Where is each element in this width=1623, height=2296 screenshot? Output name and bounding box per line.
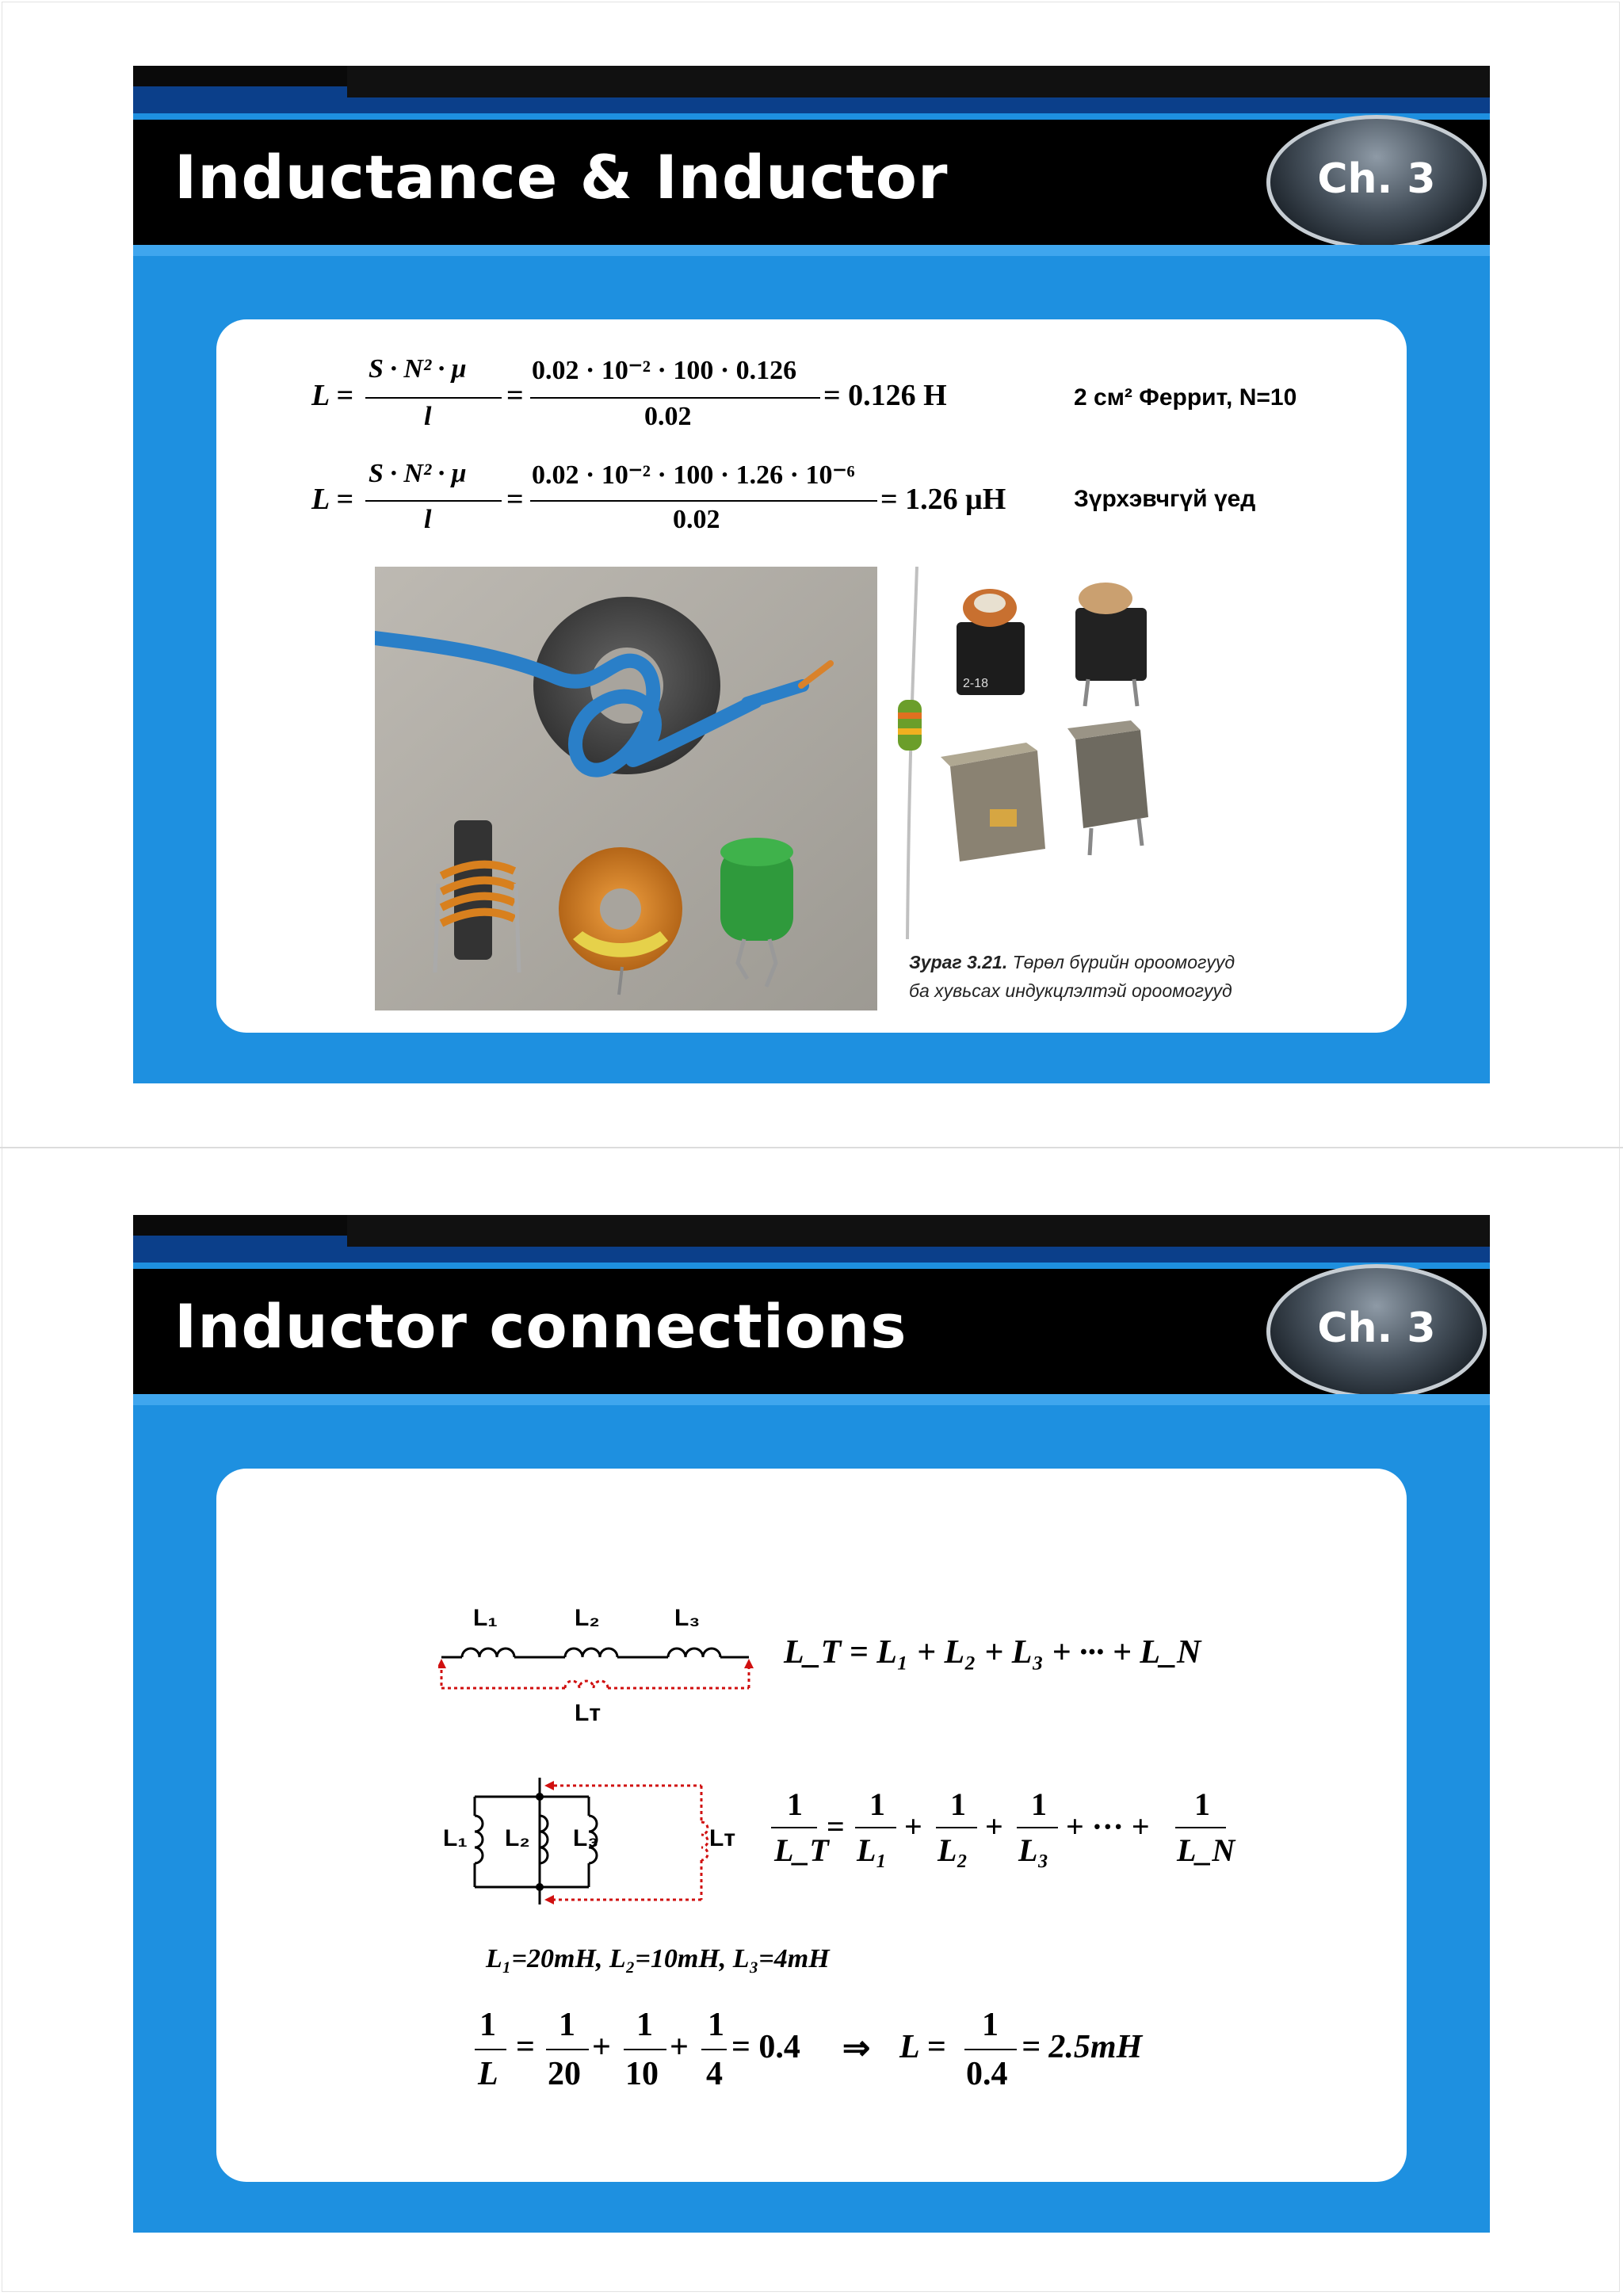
series-label-l3: L₃ [674, 1605, 701, 1631]
eq2-den2: 0.02 [673, 505, 720, 534]
eq1-num1: S · N² · μ [369, 354, 467, 384]
calc-line-3 [701, 2049, 727, 2050]
content-card [216, 319, 1407, 1033]
parallel-label-l1: L₁ [443, 1825, 468, 1851]
calc-d1: 20 [548, 2056, 581, 2092]
pf-eq: = [827, 1809, 845, 1844]
pf-one-1: 1 [869, 1786, 885, 1822]
calc-l: L [478, 2056, 498, 2092]
chapter-badge-label: Ch. 3 [1317, 155, 1436, 203]
slide-connections [133, 1215, 1490, 2233]
eq2-note: Зүрхэвчгүй үед [1074, 486, 1256, 512]
slide-inductance [133, 66, 1490, 1083]
series-label-lt: Lᴛ [575, 1700, 601, 1726]
figure-caption [909, 949, 1235, 976]
eq1-fraction-line1 [365, 397, 502, 399]
pf-lt: L_T [774, 1832, 829, 1868]
calc-one-4: 1 [982, 2007, 999, 2043]
eq1-equals: = [506, 379, 524, 412]
pf-one-n: 1 [1194, 1786, 1210, 1822]
slide-title: Inductance & Inductor [174, 142, 949, 212]
parallel-label-l3: L₃ [573, 1825, 599, 1851]
caption-line1: Төрөл бүрийн ороомогууд [1012, 952, 1235, 972]
eq2-num1: S · N² · μ [369, 459, 467, 488]
eq1-fraction-line2 [530, 397, 820, 399]
chapter-badge [1266, 115, 1487, 250]
top-strip [133, 66, 1490, 113]
photo-label: 2-18 [963, 677, 989, 690]
pf-line-n [1175, 1827, 1226, 1828]
parallel-label-lt: Lᴛ [709, 1825, 736, 1851]
pf-ln: L_N [1177, 1832, 1235, 1868]
calc-res2: = 2.5mH [1022, 2029, 1143, 2065]
series-formula: L_T = L₁ + L₂ + L₃ + ··· + L_N [784, 1634, 1201, 1671]
given-values: L₁=20mH, L₂=10mH, L₃=4mH [486, 1944, 830, 1973]
title-bar [133, 120, 1490, 245]
calc-line-4 [964, 2049, 1017, 2050]
calc-implies: ⇒ [842, 2030, 871, 2067]
calc-d2: 10 [625, 2056, 659, 2092]
pf-line-t [771, 1827, 817, 1828]
calc-d3: 4 [706, 2056, 723, 2092]
calc-line-l [475, 2049, 506, 2050]
eq1-num2: 0.02 · 10⁻² · 100 · 0.126 [532, 356, 797, 385]
eq2-fraction-line2 [530, 500, 877, 502]
inductor-photo [375, 567, 877, 1010]
caption-label: Зураг 3.21. [909, 952, 1008, 972]
chapter-badge-label: Ch. 3 [1317, 1305, 1436, 1352]
eq2-equals: = [506, 483, 524, 516]
eq2-fraction-line1 [365, 500, 502, 502]
calc-plus-1: + [592, 2029, 611, 2065]
caption-line2: ба хувьсах индукцлэлтэй ороомогууд [909, 980, 1232, 1001]
calc-eq: = [516, 2029, 535, 2065]
slide-title: Inductor connections [174, 1291, 907, 1362]
title-bar [133, 1269, 1490, 1394]
eq1-result: = 0.126 H [823, 379, 947, 412]
eq1-den1: l [424, 402, 432, 431]
pf-line-2 [936, 1827, 977, 1828]
calc-den2: 0.4 [966, 2056, 1008, 2092]
eq2-den1: l [424, 505, 432, 534]
calc-one-2: 1 [636, 2007, 653, 2043]
pf-one-t: 1 [787, 1786, 803, 1822]
pf-line-1 [855, 1827, 896, 1828]
content-card [216, 1469, 1407, 2182]
pf-line-3 [1017, 1827, 1058, 1828]
eq2-lhs: L = [311, 483, 353, 516]
calc-res1: = 0.4 [731, 2029, 800, 2065]
eq2-result: = 1.26 μH [880, 483, 1006, 516]
pf-l1: L₁ [857, 1832, 888, 1868]
top-strip [133, 1215, 1490, 1263]
chapter-badge [1266, 1264, 1487, 1399]
blue-highlight [133, 1394, 1490, 1405]
pf-plus-1: + [904, 1809, 922, 1844]
series-label-l1: L₁ [473, 1605, 498, 1631]
pf-l2: L₂ [938, 1832, 968, 1868]
pf-plus-2: + [985, 1809, 1003, 1844]
calc-line-1 [546, 2049, 589, 2050]
calc-lhs2: L = [899, 2029, 946, 2065]
calc-plus-2: + [670, 2029, 689, 2065]
calc-line-2 [624, 2049, 666, 2050]
pf-dots: + ··· + [1066, 1809, 1150, 1844]
eq1-note: 2 см² Феррит, N=10 [1074, 384, 1297, 411]
eq1-lhs: L = [311, 379, 353, 412]
eq1-den2: 0.02 [644, 402, 692, 431]
parallel-label-l2: L₂ [505, 1825, 530, 1851]
pf-l3: L₃ [1018, 1832, 1049, 1868]
pf-one-3: 1 [1031, 1786, 1047, 1822]
page-2 [0, 1148, 1623, 2296]
variable-inductor-photo [887, 567, 1327, 939]
blue-highlight [133, 245, 1490, 256]
series-label-l2: L₂ [575, 1605, 600, 1631]
calc-one-3: 1 [708, 2007, 724, 2043]
pf-one-2: 1 [950, 1786, 966, 1822]
calc-one-l: 1 [479, 2007, 496, 2043]
calc-one-1: 1 [559, 2007, 575, 2043]
eq2-num2: 0.02 · 10⁻² · 100 · 1.26 · 10⁻⁶ [532, 460, 855, 490]
